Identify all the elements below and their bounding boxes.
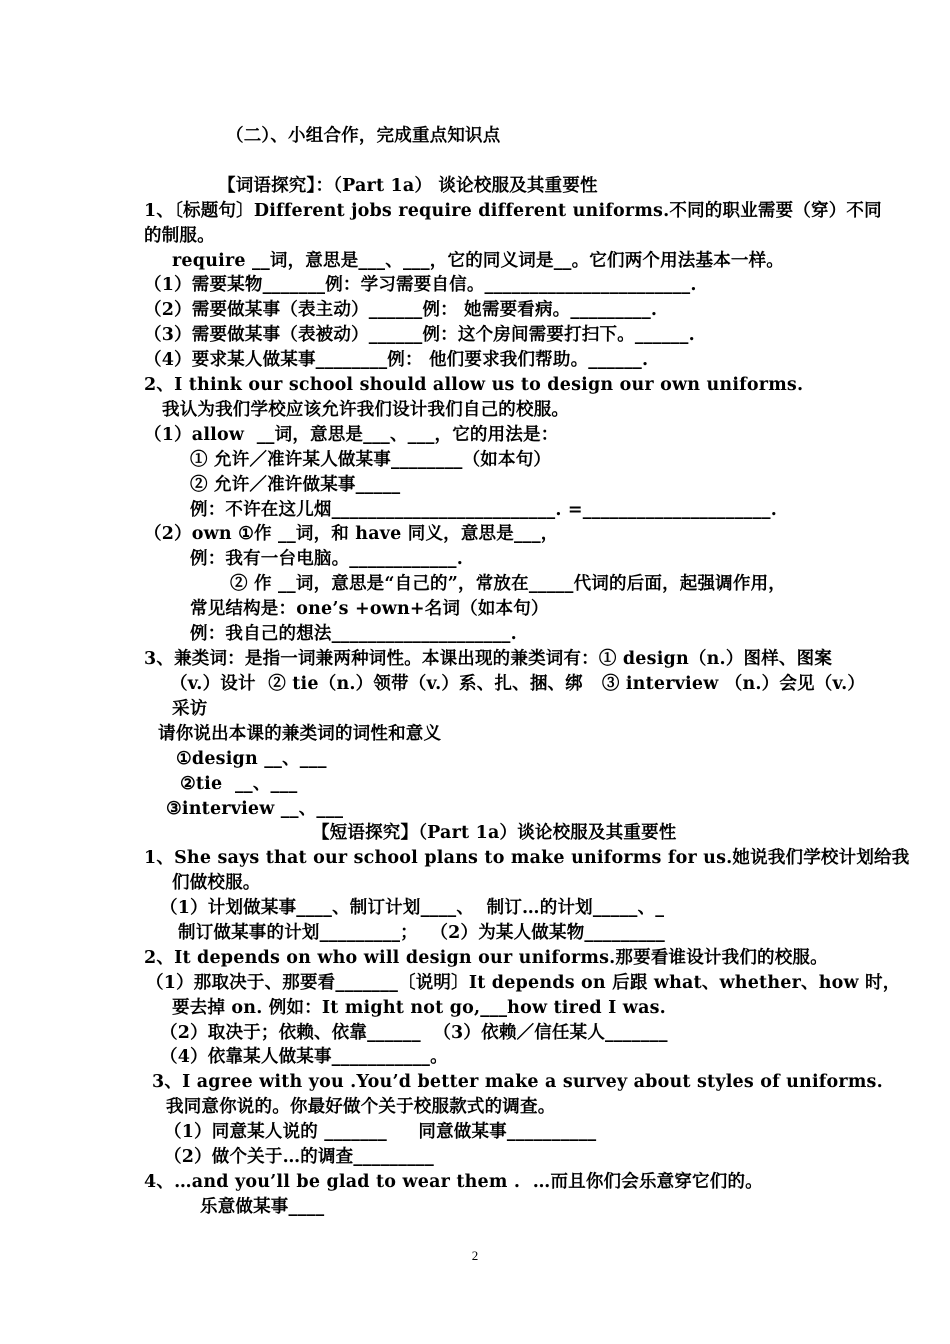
text-line: 3、I agree with you .You’d better make a survey about styles of uniforms.	[152, 1072, 883, 1092]
phrase-heading: 【短语探究】（Part 1a）谈论校服及其重要性	[312, 823, 677, 843]
text-line: 3、兼类词：是指一词兼两种词性。本课出现的兼类词有：① design（n.）图样、图案	[144, 649, 833, 669]
text-line: 制订做某事的计划_________； （2）为某人做某物_________	[178, 923, 665, 943]
text-line: 我同意你说的。你最好做个关于校服款式的调查。	[166, 1097, 556, 1117]
text-line: （2）own ①作 __词，和 have 同义，意思是___，	[144, 524, 559, 544]
text-line: 1、〔标题句〕Different jobs require different uniforms.不同的职业需要（穿）不同	[144, 201, 882, 221]
text-line: 的制服。	[144, 226, 215, 246]
text-line: require __词，意思是___、___，它的同义词是__。它们两个用法基本一样。	[172, 251, 785, 271]
text-line: 要去掉 on. 例如：It might not go,___how tired I was.	[172, 998, 666, 1018]
text-line: 2、It depends on who will design our uniforms.那要看谁设计我们的校服。	[144, 948, 828, 968]
text-line: ①design __、___	[176, 749, 327, 769]
text-line: ② 允许／准许做某事_____	[190, 475, 401, 495]
text-line: （2）做个关于…的调查_________	[164, 1147, 434, 1167]
text-line: 常见结构是：one’s +own+名词（如本句）	[190, 599, 549, 619]
text-line: 采访	[172, 699, 208, 719]
text-line: （4）要求某人做某事________例： 他们要求我们帮助。______.	[144, 350, 649, 370]
text-line: （3）需要做某事（表被动）______例：这个房间需要打扫下。______.	[144, 325, 695, 345]
text-line: 例：我自己的想法____________________.	[190, 624, 517, 644]
vocab-heading: 【词语探究】：（Part 1a） 谈论校服及其重要性	[218, 176, 598, 196]
text-line: （4）依靠某人做某事___________。	[160, 1047, 448, 1067]
text-line: 2、I think our school should allow us to design our own uniforms.	[144, 375, 804, 395]
section-heading: （二）、小组合作，完成重点知识点	[226, 126, 501, 146]
text-line: （2）取决于；依赖、依靠______ （3）依赖／信任某人_______	[160, 1023, 668, 1043]
text-line: （1）同意某人说的 _______ 同意做某事__________	[164, 1122, 597, 1142]
text-line: 例：不许在这儿烟_________________________. =_____________________.	[190, 500, 778, 520]
text-line: ③interview __、___	[166, 799, 344, 819]
page-number: 2	[471, 1248, 479, 1263]
text-line: （1）allow __词，意思是___、___，它的用法是：	[144, 425, 559, 445]
text-line: （2）需要做某事（表主动）______例： 她需要看病。_________.	[144, 300, 658, 320]
text-line: 4、…and you’ll be glad to wear them . …而且你们会乐意穿它们的。	[144, 1172, 763, 1192]
text-line: ① 允许／准许某人做某事________（如本句）	[190, 450, 552, 470]
text-line: 1、She says that our school plans to make uniforms for us.她说我们学校计划给我	[144, 848, 910, 868]
text-line: （1）计划做某事____、制订计划____、 制订…的计划_____、_	[160, 898, 665, 918]
text-line: ② 作 __词，意思是“自己的”，常放在_____代词的后面，起强调作用，	[230, 574, 786, 594]
text-line: （1）那取决于、那要看_______〔说明〕It depends on 后跟 what、whether、how 时，	[146, 973, 901, 993]
text-line: 我认为我们学校应该允许我们设计我们自己的校服。	[162, 400, 570, 420]
text-line: ②tie __、___	[180, 774, 298, 794]
text-line: 乐意做某事____	[200, 1197, 325, 1217]
text-line: 请你说出本课的兼类词的词性和意义	[158, 724, 442, 744]
text-line: 们做校服。	[172, 873, 261, 893]
text-line: 例：我有一台电脑。____________.	[190, 549, 463, 569]
text-line: （1）需要某物_______例：学习需要自信。_______________________.	[144, 275, 697, 295]
text-line: （v.）设计 ② tie（n.）领带（v.）系、扎、捆、绑 ③ interview （n.）会见（v.）	[170, 674, 866, 694]
